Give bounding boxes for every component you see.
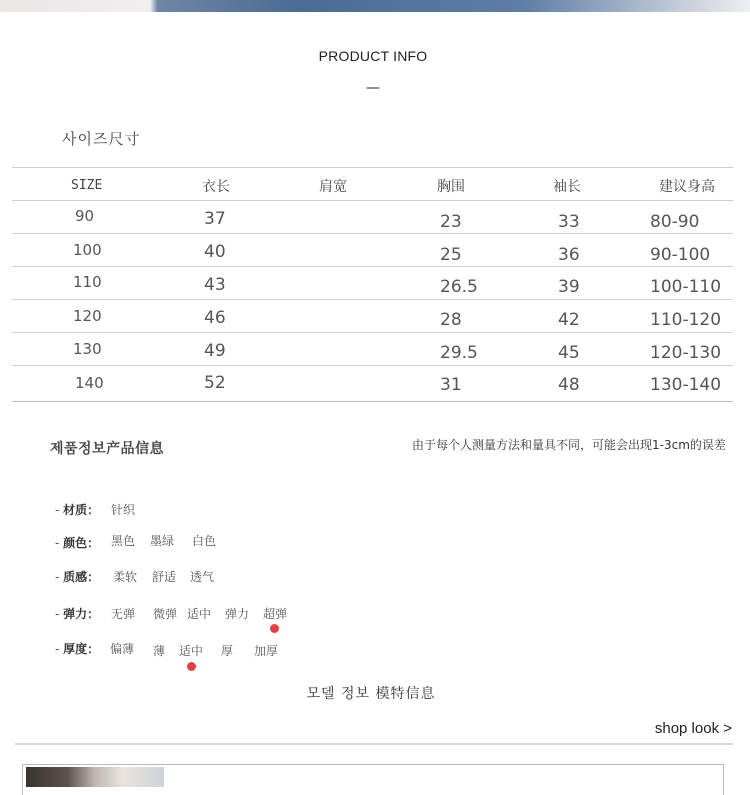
table-cell-sleeve: 45 bbox=[558, 343, 580, 363]
attribute-label: 质感： bbox=[63, 570, 100, 584]
measurement-note: 由于每个人测量方法和量具不同，可能会出现1-3cm的误差 bbox=[412, 438, 726, 452]
attribute-color: - 颜色： bbox=[55, 536, 100, 550]
table-cell-height: 100-110 bbox=[650, 277, 722, 297]
page-title: PRODUCT INFO bbox=[318, 48, 428, 64]
table-cell-length: 52 bbox=[204, 373, 226, 393]
attribute-label: 颜色： bbox=[63, 536, 100, 550]
option-medium-thickness: 适中 bbox=[179, 644, 204, 658]
option-black: 黑色 bbox=[111, 534, 136, 548]
option-super-stretch: 超弹 bbox=[263, 607, 288, 621]
table-cell-chest: 26.5 bbox=[440, 277, 478, 297]
table-top-border bbox=[12, 167, 733, 168]
attribute-thickness: - 厚度： bbox=[55, 642, 100, 656]
option-thin: 薄 bbox=[153, 644, 166, 658]
selected-indicator-dot bbox=[270, 624, 279, 633]
table-cell-length: 46 bbox=[204, 308, 226, 328]
table-cell-sleeve: 48 bbox=[558, 375, 580, 395]
title-separator: — bbox=[366, 80, 380, 96]
column-header-sleeve: 袖长 bbox=[553, 179, 581, 195]
attribute-label: 弹力： bbox=[63, 607, 100, 621]
row-divider bbox=[12, 332, 733, 333]
row-divider bbox=[12, 299, 733, 300]
row-divider bbox=[12, 266, 733, 267]
attribute-label: 厚度： bbox=[63, 642, 100, 656]
table-cell-size: 120 bbox=[73, 307, 102, 325]
table-cell-chest: 23 bbox=[440, 212, 462, 232]
option-knit: 针织 bbox=[111, 503, 136, 517]
table-cell-height: 90-100 bbox=[650, 245, 711, 265]
column-header-length: 衣长 bbox=[202, 179, 230, 195]
table-cell-chest: 31 bbox=[440, 375, 462, 395]
option-no-stretch: 无弹 bbox=[111, 607, 136, 621]
option-extra-thick: 加厚 bbox=[254, 644, 279, 658]
table-cell-chest: 25 bbox=[440, 245, 462, 265]
table-cell-size: 90 bbox=[75, 207, 95, 225]
table-cell-sleeve: 33 bbox=[558, 212, 580, 232]
attribute-elasticity: - 弹力： bbox=[55, 607, 100, 621]
option-medium: 适中 bbox=[187, 607, 212, 621]
column-header-shoulder: 肩宽 bbox=[319, 179, 347, 195]
table-cell-chest: 28 bbox=[440, 310, 462, 330]
row-divider bbox=[12, 200, 733, 201]
table-cell-height: 120-130 bbox=[650, 343, 722, 363]
option-white: 白色 bbox=[192, 534, 217, 548]
table-cell-size: 110 bbox=[73, 273, 102, 291]
table-cell-height: 80-90 bbox=[650, 212, 700, 232]
row-divider bbox=[12, 365, 733, 366]
table-cell-chest: 29.5 bbox=[440, 343, 478, 363]
table-cell-length: 43 bbox=[204, 275, 226, 295]
column-header-height: 建议身高 bbox=[659, 179, 715, 195]
table-cell-length: 40 bbox=[204, 242, 226, 262]
shop-look-link[interactable]: shop look > bbox=[654, 720, 732, 737]
table-cell-size: 100 bbox=[73, 241, 102, 259]
table-bottom-border bbox=[12, 401, 733, 402]
option-slight-stretch: 微弹 bbox=[153, 607, 178, 621]
attribute-label: 材质： bbox=[63, 503, 100, 517]
model-section-title: 모델 정보 模特信息 bbox=[306, 686, 436, 702]
table-cell-size: 130 bbox=[73, 340, 102, 358]
table-cell-length: 49 bbox=[204, 341, 226, 361]
attribute-material: - 材质： bbox=[55, 503, 100, 517]
option-stretch: 弹力 bbox=[225, 607, 250, 621]
option-soft: 柔软 bbox=[113, 570, 138, 584]
section-divider bbox=[15, 743, 733, 745]
model-photo bbox=[26, 767, 164, 787]
size-section-title: 사이즈尺寸 bbox=[62, 130, 141, 148]
table-cell-sleeve: 39 bbox=[558, 277, 580, 297]
option-thinner: 偏薄 bbox=[110, 642, 135, 656]
option-breathable: 透气 bbox=[190, 570, 215, 584]
table-cell-sleeve: 36 bbox=[558, 245, 580, 265]
table-cell-size: 140 bbox=[75, 374, 104, 392]
table-cell-height: 130-140 bbox=[650, 375, 722, 395]
option-dark-green: 墨绿 bbox=[150, 534, 175, 548]
row-divider bbox=[12, 233, 733, 234]
column-header-chest: 胸围 bbox=[437, 179, 465, 195]
column-header-size: SIZE bbox=[71, 178, 103, 193]
option-comfortable: 舒适 bbox=[152, 570, 177, 584]
table-cell-length: 37 bbox=[204, 209, 226, 229]
attribute-texture: - 质感： bbox=[55, 570, 100, 584]
top-photo-strip bbox=[0, 0, 750, 12]
option-thick: 厚 bbox=[221, 644, 234, 658]
product-section-title: 제품정보产品信息 bbox=[50, 441, 165, 457]
table-cell-sleeve: 42 bbox=[558, 310, 580, 330]
table-cell-height: 110-120 bbox=[650, 310, 722, 330]
selected-indicator-dot bbox=[187, 662, 196, 671]
